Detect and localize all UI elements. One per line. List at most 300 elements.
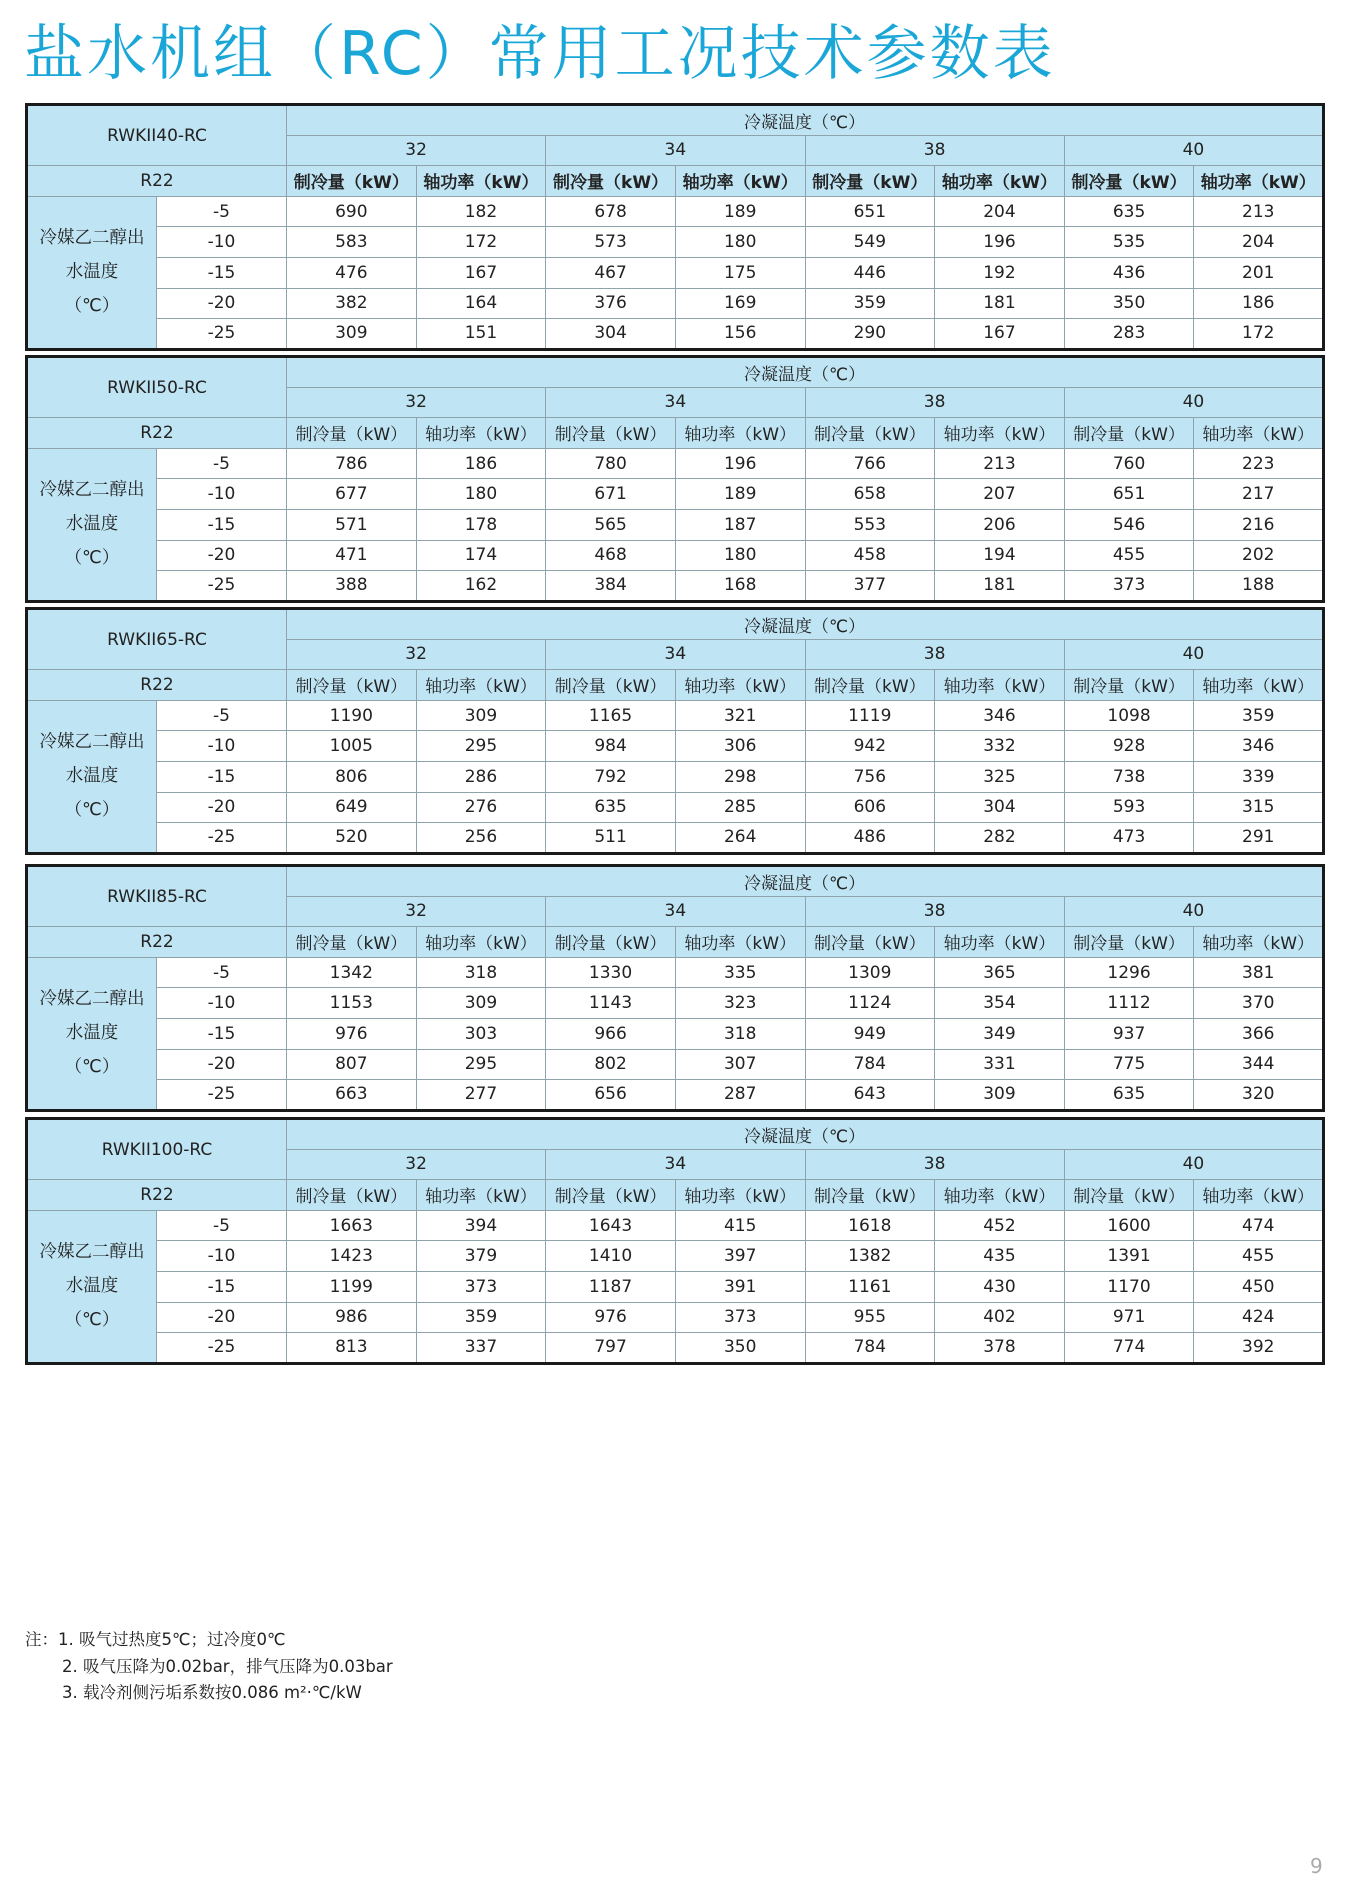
shaft-power-cell: 331: [935, 1049, 1065, 1080]
shaft-power-cell: 346: [935, 700, 1065, 731]
outlet-temp-value: -15: [157, 761, 287, 792]
shaft-power-cell: 373: [675, 1302, 805, 1333]
shaft-power-cell: 381: [1194, 957, 1324, 988]
cooling-capacity-cell: 304: [546, 319, 676, 350]
table-row: [27, 227, 1324, 258]
outlet-temp-value: -10: [157, 988, 287, 1019]
cooling-capacity-cell: 373: [1064, 571, 1194, 602]
page-number: 9: [1310, 1854, 1323, 1878]
cooling-capacity-cell: 606: [805, 792, 935, 823]
spec-table: [25, 355, 1325, 603]
cooling-capacity-cell: 1124: [805, 988, 935, 1019]
shaft-power-cell: 366: [1194, 1018, 1324, 1049]
outlet-temp-value: -20: [157, 1049, 287, 1080]
condensing-temp-value: 34: [546, 639, 805, 670]
shaft-power-cell: 180: [675, 227, 805, 258]
cooling-capacity-cell: 382: [287, 288, 417, 319]
cooling-capacity-header: 制冷量（kW）: [805, 166, 935, 197]
shaft-power-cell: 323: [675, 988, 805, 1019]
shaft-power-cell: 202: [1194, 540, 1324, 571]
shaft-power-header: 轴功率（kW）: [1194, 1180, 1324, 1211]
cooling-capacity-cell: 1423: [287, 1241, 417, 1272]
cooling-capacity-cell: 1663: [287, 1210, 417, 1241]
shaft-power-cell: 291: [1194, 823, 1324, 854]
shaft-power-cell: 315: [1194, 792, 1324, 823]
outlet-temp-value: -25: [157, 1080, 287, 1111]
outlet-temp-label-line: 水温度: [65, 1023, 119, 1044]
table-row: [27, 571, 1324, 602]
shaft-power-cell: 264: [675, 823, 805, 854]
cooling-capacity-cell: 738: [1064, 761, 1194, 792]
spec-table: [25, 103, 1325, 351]
cooling-capacity-cell: 984: [546, 731, 676, 762]
table-row: [27, 988, 1324, 1019]
outlet-temp-value: -25: [157, 1333, 287, 1364]
cooling-capacity-cell: 455: [1064, 540, 1194, 571]
cooling-capacity-header: 制冷量（kW）: [1064, 927, 1194, 958]
cooling-capacity-header: 制冷量（kW）: [287, 418, 417, 449]
cooling-capacity-header: 制冷量（kW）: [1064, 418, 1194, 449]
cooling-capacity-cell: 643: [805, 1080, 935, 1111]
table-row: [27, 509, 1324, 540]
cooling-capacity-cell: 486: [805, 823, 935, 854]
cooling-capacity-cell: 458: [805, 540, 935, 571]
note-1-text: 1. 吸气过热度5℃；过冷度0℃: [58, 1630, 286, 1649]
cooling-capacity-cell: 1309: [805, 957, 935, 988]
shaft-power-cell: 167: [935, 319, 1065, 350]
shaft-power-header: 轴功率（kW）: [1194, 166, 1324, 197]
condensing-temp-value: 34: [546, 896, 805, 927]
outlet-temp-label-line: 冷媒乙二醇出: [39, 228, 145, 249]
notes: [25, 1627, 393, 1707]
shaft-power-cell: 167: [416, 257, 546, 288]
outlet-temp-value: -15: [157, 257, 287, 288]
shaft-power-header: 轴功率（kW）: [416, 670, 546, 701]
shaft-power-cell: 201: [1194, 257, 1324, 288]
cooling-capacity-cell: 1342: [287, 957, 417, 988]
outlet-temp-value: -5: [157, 957, 287, 988]
shaft-power-cell: 474: [1194, 1210, 1324, 1241]
cooling-capacity-header: 制冷量（kW）: [1064, 1180, 1194, 1211]
shaft-power-cell: 180: [416, 479, 546, 510]
condensing-temp-value: 38: [805, 135, 1064, 166]
shaft-power-cell: 415: [675, 1210, 805, 1241]
condensing-temp-value: 38: [805, 639, 1064, 670]
condensing-temp-header: 冷凝温度（℃）: [287, 609, 1324, 640]
outlet-temp-value: -15: [157, 1018, 287, 1049]
condensing-temp-value: 34: [546, 1149, 805, 1180]
cooling-capacity-cell: 663: [287, 1080, 417, 1111]
shaft-power-cell: 172: [1194, 319, 1324, 350]
cooling-capacity-cell: 1199: [287, 1271, 417, 1302]
shaft-power-header: 轴功率（kW）: [1194, 927, 1324, 958]
shaft-power-cell: 295: [416, 1049, 546, 1080]
shaft-power-header: 轴功率（kW）: [675, 670, 805, 701]
refrigerant-label: R22: [27, 927, 287, 958]
cooling-capacity-cell: 467: [546, 257, 676, 288]
table-row: [27, 792, 1324, 823]
cooling-capacity-cell: 535: [1064, 227, 1194, 258]
cooling-capacity-cell: 658: [805, 479, 935, 510]
shaft-power-cell: 295: [416, 731, 546, 762]
shaft-power-header: 轴功率（kW）: [416, 418, 546, 449]
spec-table: [25, 607, 1325, 855]
condensing-temp-value: 32: [287, 896, 546, 927]
outlet-temp-label: [27, 700, 157, 853]
page-title: 盐水机组（RC）常用工况技术参数表: [24, 19, 1056, 89]
cooling-capacity-cell: 1391: [1064, 1241, 1194, 1272]
shaft-power-cell: 172: [416, 227, 546, 258]
shaft-power-cell: 180: [675, 540, 805, 571]
outlet-temp-label: [27, 1210, 157, 1363]
cooling-capacity-cell: 635: [1064, 196, 1194, 227]
refrigerant-label: R22: [27, 418, 287, 449]
condensing-temp-value: 32: [287, 387, 546, 418]
shaft-power-cell: 320: [1194, 1080, 1324, 1111]
condensing-temp-header: 冷凝温度（℃）: [287, 105, 1324, 136]
cooling-capacity-cell: 756: [805, 761, 935, 792]
shaft-power-cell: 204: [1194, 227, 1324, 258]
cooling-capacity-header: 制冷量（kW）: [805, 1180, 935, 1211]
shaft-power-header: 轴功率（kW）: [675, 418, 805, 449]
shaft-power-cell: 435: [935, 1241, 1065, 1272]
cooling-capacity-cell: 388: [287, 571, 417, 602]
cooling-capacity-cell: 635: [1064, 1080, 1194, 1111]
cooling-capacity-cell: 774: [1064, 1333, 1194, 1364]
shaft-power-cell: 452: [935, 1210, 1065, 1241]
shaft-power-cell: 373: [416, 1271, 546, 1302]
cooling-capacity-cell: 1153: [287, 988, 417, 1019]
cooling-capacity-cell: 520: [287, 823, 417, 854]
cooling-capacity-cell: 1005: [287, 731, 417, 762]
table-row: [27, 196, 1324, 227]
shaft-power-cell: 455: [1194, 1241, 1324, 1272]
cooling-capacity-cell: 949: [805, 1018, 935, 1049]
model-name: RWKII85-RC: [27, 866, 287, 927]
cooling-capacity-cell: 1330: [546, 957, 676, 988]
condensing-temp-value: 40: [1064, 639, 1323, 670]
outlet-temp-label-line: 水温度: [65, 1276, 119, 1297]
shaft-power-header: 轴功率（kW）: [1194, 418, 1324, 449]
cooling-capacity-cell: 553: [805, 509, 935, 540]
table-row: [27, 823, 1324, 854]
cooling-capacity-cell: 1296: [1064, 957, 1194, 988]
shaft-power-header: 轴功率（kW）: [416, 1180, 546, 1211]
model-name: RWKII65-RC: [27, 609, 287, 670]
cooling-capacity-header: 制冷量（kW）: [805, 927, 935, 958]
cooling-capacity-header: 制冷量（kW）: [287, 166, 417, 197]
shaft-power-cell: 359: [1194, 700, 1324, 731]
shaft-power-cell: 304: [935, 792, 1065, 823]
cooling-capacity-cell: 571: [287, 509, 417, 540]
note-1: [25, 1627, 393, 1654]
shaft-power-cell: 325: [935, 761, 1065, 792]
outlet-temp-value: -25: [157, 823, 287, 854]
shaft-power-cell: 216: [1194, 509, 1324, 540]
shaft-power-cell: 303: [416, 1018, 546, 1049]
table-row: [27, 1241, 1324, 1272]
cooling-capacity-cell: 806: [287, 761, 417, 792]
outlet-temp-label: [27, 957, 157, 1110]
outlet-temp-value: -10: [157, 731, 287, 762]
cooling-capacity-cell: 549: [805, 227, 935, 258]
cooling-capacity-cell: 377: [805, 571, 935, 602]
shaft-power-header: 轴功率（kW）: [416, 166, 546, 197]
condensing-temp-value: 40: [1064, 1149, 1323, 1180]
shaft-power-cell: 168: [675, 571, 805, 602]
cooling-capacity-header: 制冷量（kW）: [546, 418, 676, 449]
notes-prefix: 注：: [25, 1630, 58, 1649]
condensing-temp-value: 38: [805, 387, 1064, 418]
cooling-capacity-header: 制冷量（kW）: [546, 927, 676, 958]
cooling-capacity-cell: 1410: [546, 1241, 676, 1272]
table-row: [27, 1271, 1324, 1302]
shaft-power-cell: 370: [1194, 988, 1324, 1019]
shaft-power-cell: 189: [675, 196, 805, 227]
table-row: [27, 540, 1324, 571]
cooling-capacity-cell: 976: [546, 1302, 676, 1333]
cooling-capacity-cell: 1618: [805, 1210, 935, 1241]
shaft-power-cell: 321: [675, 700, 805, 731]
cooling-capacity-cell: 986: [287, 1302, 417, 1333]
spec-table: [25, 1117, 1325, 1365]
cooling-capacity-cell: 928: [1064, 731, 1194, 762]
outlet-temp-value: -25: [157, 571, 287, 602]
shaft-power-cell: 196: [935, 227, 1065, 258]
cooling-capacity-cell: 309: [287, 319, 417, 350]
outlet-temp-value: -25: [157, 319, 287, 350]
shaft-power-cell: 365: [935, 957, 1065, 988]
note-3-text: 3. 载冷剂侧污垢系数按0.086 m²·℃/kW: [62, 1683, 362, 1702]
table-row: [27, 257, 1324, 288]
cooling-capacity-cell: 813: [287, 1333, 417, 1364]
condensing-temp-value: 34: [546, 387, 805, 418]
shaft-power-header: 轴功率（kW）: [935, 1180, 1065, 1211]
cooling-capacity-cell: 1600: [1064, 1210, 1194, 1241]
shaft-power-header: 轴功率（kW）: [675, 166, 805, 197]
cooling-capacity-cell: 690: [287, 196, 417, 227]
cooling-capacity-cell: 786: [287, 448, 417, 479]
outlet-temp-label-line: （℃）: [64, 296, 120, 317]
cooling-capacity-cell: 955: [805, 1302, 935, 1333]
shaft-power-cell: 346: [1194, 731, 1324, 762]
outlet-temp-value: -20: [157, 288, 287, 319]
shaft-power-cell: 151: [416, 319, 546, 350]
model-name: RWKII50-RC: [27, 357, 287, 418]
condensing-temp-value: 32: [287, 135, 546, 166]
shaft-power-cell: 349: [935, 1018, 1065, 1049]
cooling-capacity-header: 制冷量（kW）: [805, 418, 935, 449]
cooling-capacity-header: 制冷量（kW）: [546, 1180, 676, 1211]
outlet-temp-label: [27, 196, 157, 349]
model-name: RWKII40-RC: [27, 105, 287, 166]
outlet-temp-value: -15: [157, 509, 287, 540]
cooling-capacity-cell: 635: [546, 792, 676, 823]
cooling-capacity-cell: 283: [1064, 319, 1194, 350]
table-row: [27, 1210, 1324, 1241]
outlet-temp-value: -5: [157, 700, 287, 731]
condensing-temp-value: 34: [546, 135, 805, 166]
shaft-power-cell: 344: [1194, 1049, 1324, 1080]
table-row: [27, 1018, 1324, 1049]
outlet-temp-label-line: （℃）: [64, 800, 120, 821]
shaft-power-cell: 169: [675, 288, 805, 319]
outlet-temp-label-line: （℃）: [64, 548, 120, 569]
cooling-capacity-cell: 775: [1064, 1049, 1194, 1080]
cooling-capacity-cell: 671: [546, 479, 676, 510]
cooling-capacity-cell: 1643: [546, 1210, 676, 1241]
shaft-power-cell: 181: [935, 571, 1065, 602]
outlet-temp-value: -15: [157, 1271, 287, 1302]
shaft-power-cell: 430: [935, 1271, 1065, 1302]
outlet-temp-label-line: 冷媒乙二醇出: [39, 1242, 145, 1263]
shaft-power-cell: 306: [675, 731, 805, 762]
shaft-power-cell: 186: [416, 448, 546, 479]
shaft-power-cell: 223: [1194, 448, 1324, 479]
shaft-power-header: 轴功率（kW）: [675, 927, 805, 958]
shaft-power-cell: 379: [416, 1241, 546, 1272]
cooling-capacity-cell: 511: [546, 823, 676, 854]
shaft-power-cell: 256: [416, 823, 546, 854]
shaft-power-cell: 318: [675, 1018, 805, 1049]
shaft-power-cell: 378: [935, 1333, 1065, 1364]
shaft-power-header: 轴功率（kW）: [675, 1180, 805, 1211]
cooling-capacity-cell: 476: [287, 257, 417, 288]
outlet-temp-value: -10: [157, 1241, 287, 1272]
shaft-power-cell: 194: [935, 540, 1065, 571]
cooling-capacity-cell: 376: [546, 288, 676, 319]
shaft-power-cell: 162: [416, 571, 546, 602]
refrigerant-label: R22: [27, 670, 287, 701]
outlet-temp-label-line: 冷媒乙二醇出: [39, 732, 145, 753]
cooling-capacity-header: 制冷量（kW）: [287, 670, 417, 701]
cooling-capacity-cell: 1187: [546, 1271, 676, 1302]
cooling-capacity-cell: 384: [546, 571, 676, 602]
cooling-capacity-header: 制冷量（kW）: [805, 670, 935, 701]
cooling-capacity-cell: 780: [546, 448, 676, 479]
shaft-power-cell: 217: [1194, 479, 1324, 510]
shaft-power-cell: 181: [935, 288, 1065, 319]
spec-table: [25, 864, 1325, 1112]
shaft-power-cell: 335: [675, 957, 805, 988]
cooling-capacity-cell: 1161: [805, 1271, 935, 1302]
condensing-temp-value: 40: [1064, 387, 1323, 418]
cooling-capacity-cell: 583: [287, 227, 417, 258]
shaft-power-header: 轴功率（kW）: [935, 166, 1065, 197]
condensing-temp-value: 40: [1064, 135, 1323, 166]
cooling-capacity-cell: 937: [1064, 1018, 1194, 1049]
shaft-power-cell: 277: [416, 1080, 546, 1111]
table-row: [27, 1302, 1324, 1333]
shaft-power-cell: 188: [1194, 571, 1324, 602]
cooling-capacity-header: 制冷量（kW）: [287, 927, 417, 958]
shaft-power-cell: 359: [416, 1302, 546, 1333]
cooling-capacity-cell: 976: [287, 1018, 417, 1049]
shaft-power-cell: 192: [935, 257, 1065, 288]
table-row: [27, 319, 1324, 350]
cooling-capacity-cell: 792: [546, 761, 676, 792]
outlet-temp-label: [27, 448, 157, 601]
shaft-power-cell: 394: [416, 1210, 546, 1241]
table-row: [27, 761, 1324, 792]
table-row: [27, 700, 1324, 731]
cooling-capacity-cell: 971: [1064, 1302, 1194, 1333]
cooling-capacity-cell: 593: [1064, 792, 1194, 823]
shaft-power-cell: 402: [935, 1302, 1065, 1333]
outlet-temp-label-line: 水温度: [65, 262, 119, 283]
shaft-power-cell: 397: [675, 1241, 805, 1272]
cooling-capacity-cell: 802: [546, 1049, 676, 1080]
outlet-temp-value: -10: [157, 479, 287, 510]
cooling-capacity-cell: 1119: [805, 700, 935, 731]
cooling-capacity-cell: 651: [1064, 479, 1194, 510]
cooling-capacity-header: 制冷量（kW）: [546, 670, 676, 701]
shaft-power-cell: 298: [675, 761, 805, 792]
outlet-temp-label-line: （℃）: [64, 1310, 120, 1331]
shaft-power-cell: 339: [1194, 761, 1324, 792]
cooling-capacity-cell: 651: [805, 196, 935, 227]
cooling-capacity-cell: 1143: [546, 988, 676, 1019]
condensing-temp-value: 32: [287, 639, 546, 670]
shaft-power-cell: 206: [935, 509, 1065, 540]
cooling-capacity-cell: 1112: [1064, 988, 1194, 1019]
cooling-capacity-cell: 656: [546, 1080, 676, 1111]
shaft-power-header: 轴功率（kW）: [935, 927, 1065, 958]
shaft-power-cell: 307: [675, 1049, 805, 1080]
shaft-power-cell: 213: [935, 448, 1065, 479]
condensing-temp-header: 冷凝温度（℃）: [287, 866, 1324, 897]
cooling-capacity-cell: 359: [805, 288, 935, 319]
shaft-power-cell: 287: [675, 1080, 805, 1111]
cooling-capacity-cell: 290: [805, 319, 935, 350]
outlet-temp-value: -10: [157, 227, 287, 258]
shaft-power-cell: 337: [416, 1333, 546, 1364]
condensing-temp-header: 冷凝温度（℃）: [287, 357, 1324, 388]
shaft-power-cell: 350: [675, 1333, 805, 1364]
shaft-power-cell: 186: [1194, 288, 1324, 319]
shaft-power-cell: 391: [675, 1271, 805, 1302]
shaft-power-header: 轴功率（kW）: [1194, 670, 1324, 701]
cooling-capacity-cell: 766: [805, 448, 935, 479]
cooling-capacity-header: 制冷量（kW）: [1064, 670, 1194, 701]
cooling-capacity-cell: 966: [546, 1018, 676, 1049]
cooling-capacity-cell: 1170: [1064, 1271, 1194, 1302]
outlet-temp-label-line: （℃）: [64, 1057, 120, 1078]
cooling-capacity-cell: 565: [546, 509, 676, 540]
condensing-temp-value: 38: [805, 1149, 1064, 1180]
cooling-capacity-cell: 678: [546, 196, 676, 227]
outlet-temp-label-line: 水温度: [65, 766, 119, 787]
outlet-temp-label-line: 冷媒乙二醇出: [39, 989, 145, 1010]
cooling-capacity-cell: 471: [287, 540, 417, 571]
shaft-power-header: 轴功率（kW）: [935, 670, 1065, 701]
table-row: [27, 1333, 1324, 1364]
cooling-capacity-cell: 350: [1064, 288, 1194, 319]
shaft-power-cell: 285: [675, 792, 805, 823]
condensing-temp-value: 32: [287, 1149, 546, 1180]
table-row: [27, 1080, 1324, 1111]
outlet-temp-value: -20: [157, 540, 287, 571]
shaft-power-cell: 178: [416, 509, 546, 540]
outlet-temp-value: -20: [157, 792, 287, 823]
outlet-temp-value: -5: [157, 448, 287, 479]
table-row: [27, 479, 1324, 510]
model-name: RWKII100-RC: [27, 1119, 287, 1180]
outlet-temp-value: -5: [157, 1210, 287, 1241]
outlet-temp-label-line: 水温度: [65, 514, 119, 535]
shaft-power-cell: 182: [416, 196, 546, 227]
cooling-capacity-cell: 807: [287, 1049, 417, 1080]
